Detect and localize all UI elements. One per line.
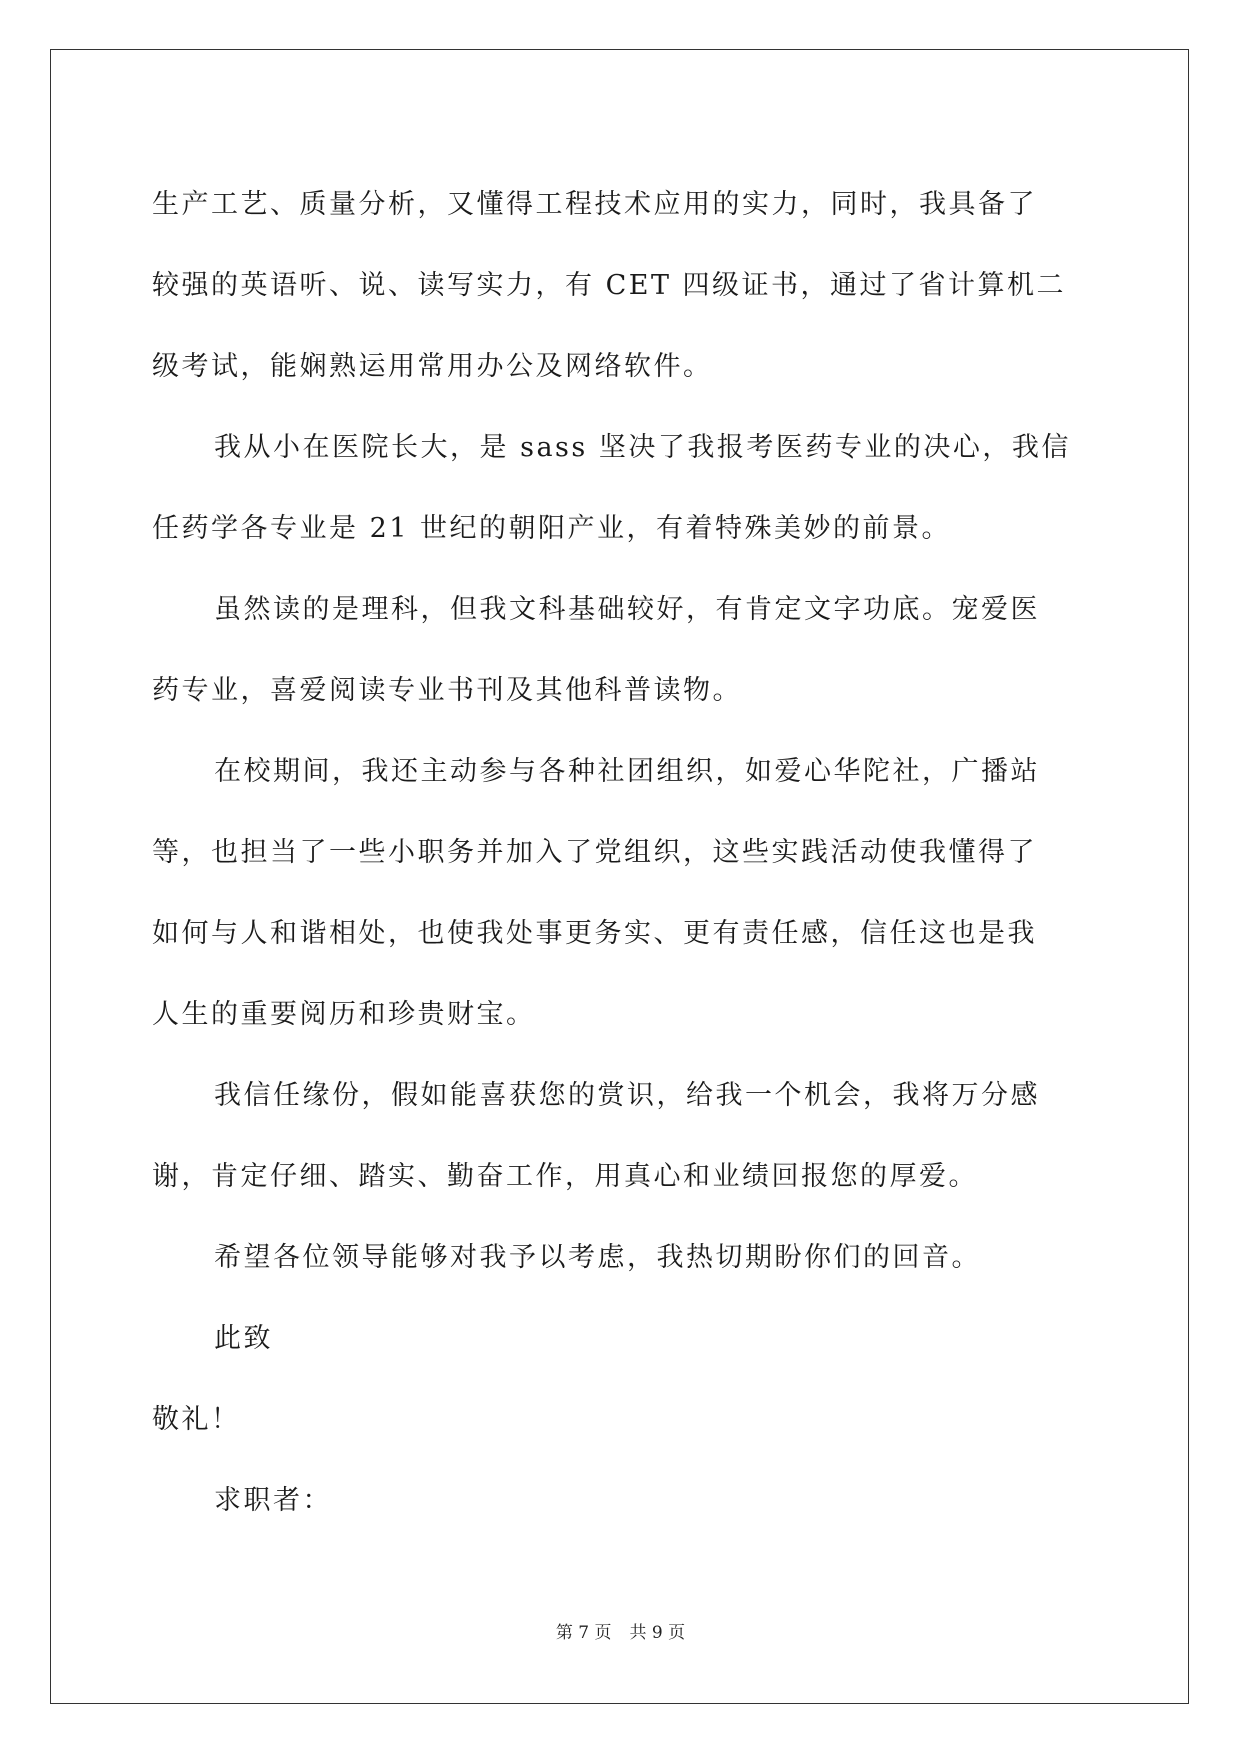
- letter-body: [152, 164, 1092, 1541]
- page-number-total: 共 9 页: [629, 1623, 686, 1643]
- body-line-10: 如何与人和谐相处，也使我处事更务实、更有责任感，信任这也是我: [152, 918, 1037, 949]
- body-line-11: 人生的重要阅历和珍贵财宝。: [152, 999, 536, 1030]
- body-line-9: 等，也担当了一些小职务并加入了党组织，这些实践活动使我懂得了: [152, 837, 1037, 868]
- page-footer: [0, 1618, 1241, 1643]
- body-line-7: 药专业，喜爱阅读专业书刊及其他科普读物。: [152, 675, 742, 706]
- signature-label: 求职者：: [214, 1485, 332, 1516]
- closing-regards: 敬礼！: [152, 1404, 241, 1435]
- page-number-current: 第 7 页: [555, 1623, 612, 1643]
- body-line-3: 级考试，能娴熟运用常用办公及网络软件。: [152, 351, 713, 382]
- body-line-1: 生产工艺、质量分析，又懂得工程技术应用的实力，同时，我具备了: [152, 189, 1037, 220]
- closing-salutation: 此致: [214, 1323, 273, 1354]
- body-line-12: 我信任缘份，假如能喜获您的赏识，给我一个机会，我将万分感: [214, 1080, 1040, 1111]
- body-line-5: 任药学各专业是 21 世纪的朝阳产业，有着特殊美妙的前景。: [152, 513, 952, 544]
- body-line-8: 在校期间，我还主动参与各种社团组织，如爱心华陀社，广播站: [214, 756, 1040, 787]
- body-line-13: 谢，肯定仔细、踏实、勤奋工作，用真心和业绩回报您的厚爱。: [152, 1161, 978, 1192]
- body-line-4: 我从小在医院长大，是 sass 坚决了我报考医药专业的决心，我信: [214, 432, 1071, 463]
- body-line-14: 希望各位领导能够对我予以考虑，我热切期盼你们的回音。: [214, 1242, 981, 1273]
- body-line-2: 较强的英语听、说、读写实力，有 CET 四级证书，通过了省计算机二: [152, 270, 1067, 301]
- body-line-6: 虽然读的是理科，但我文科基础较好，有肯定文字功底。宠爱医: [214, 594, 1040, 625]
